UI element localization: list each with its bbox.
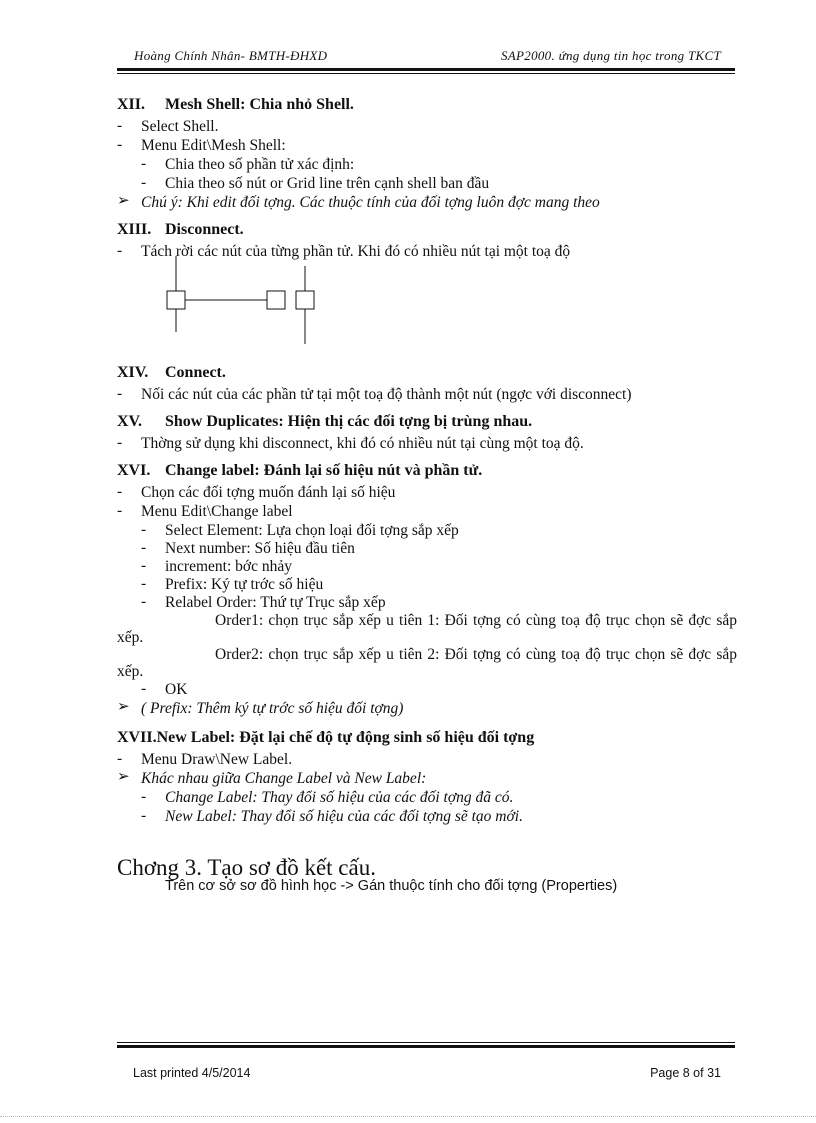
list-item: - Menu Draw\New Label.: [117, 751, 737, 768]
footer-page-number: Page 8 of 31: [650, 1066, 721, 1080]
list-item: - Chọn các đối tợng muốn đánh lại số hiệu: [117, 484, 737, 501]
section-heading-xv: XV. Show Duplicates: Hiện thị các đối tợng bị trùng nhau.: [117, 413, 533, 430]
footer-rule-thick: [117, 1045, 735, 1048]
order1-text: Order1: chọn trục sắp xếp u tiên 1: Đối tợng có cùng toạ độ trục chọn sẽ đợc sắp xếp.: [117, 612, 737, 646]
list-item: - Nối các nút của các phần tử tại một toạ độ thành một nút (ngợc với disconnect): [117, 386, 737, 403]
section-heading-xvii: XVII.New Label: Đặt lại chế độ tự động sinh số hiệu đối tợng: [117, 729, 535, 746]
disconnect-diagram: [117, 262, 737, 354]
page-content: [117, 86, 737, 895]
sub-list-item: - Chia theo số nút or Grid line trên cạnh shell ban đầu: [117, 175, 737, 192]
sub-list-item: - New Label: Thay đổi số hiệu của các đối tợng sẽ tạo mới.: [117, 808, 737, 825]
sub-list-item: - Chia theo số phần tử xác định:: [117, 156, 737, 173]
sub-list-item: - increment: bớc nhảy: [117, 558, 737, 575]
sub-list-item: - Relabel Order: Thứ tự Trục sắp xếp: [117, 594, 737, 611]
chapter-subtitle: Trên cơ sở sơ đồ hình học -> Gán thuộc tính cho đối tợng (Properties): [165, 878, 618, 894]
page-edge: [0, 1116, 816, 1117]
list-item: - Menu Edit\Change label: [117, 503, 737, 520]
header-right: SAP2000. ứng dụng tin học trong TKCT: [500, 48, 721, 63]
list-item: - Tách rời các nút của từng phần tử. Khi đó có nhiều nút tại một toạ độ: [117, 243, 737, 260]
header-left: Hoàng Chính Nhân- BMTH-ĐHXD: [134, 48, 328, 63]
sub-list-item-ok: - OK: [117, 681, 737, 698]
note-item: ➢ ( Prefix: Thêm ký tự trớc số hiệu đối tợng): [117, 700, 737, 717]
header-rule-thin: [117, 73, 735, 74]
note-item: ➢ Chú ý: Khi edit đối tợng. Các thuộc tính của đối tợng luôn đợc mang theo: [117, 194, 737, 211]
chapter-title: Chơng 3. Tạo sơ đồ kết cấu.: [117, 855, 376, 880]
sub-list-item: - Prefix: Ký tự trớc số hiệu: [117, 576, 737, 593]
list-item: - Menu Edit\Mesh Shell:: [117, 137, 737, 154]
section-heading-xvi: XVI. Change label: Đánh lại số hiệu nút và phần tử.: [117, 462, 483, 479]
list-item: - Select Shell.: [117, 118, 737, 135]
section-heading-xiv: XIV. Connect.: [117, 364, 226, 381]
order2-text: Order2: chọn trục sắp xếp u tiên 2: Đối tợng có cùng toạ độ trục chọn sẽ đợc sắp xếp.: [117, 646, 737, 680]
sub-list-item: - Next number: Số hiệu đầu tiên: [117, 540, 737, 557]
sub-list-item: - Change Label: Thay đổi số hiệu của các đối tợng đã có.: [117, 789, 737, 806]
sub-list-item: - Select Element: Lựa chọn loại đối tợng sắp xếp: [117, 522, 737, 539]
footer-rule-thin: [117, 1042, 735, 1043]
note-item: ➢ Khác nhau giữa Change Label và New Label:: [117, 770, 737, 787]
header-rule-thick: [117, 68, 735, 71]
list-item: - Thờng sử dụng khi disconnect, khi đó có nhiều nút tại cùng một toạ độ.: [117, 435, 737, 452]
section-heading-xii: XII. Mesh Shell: Chia nhỏ Shell.: [117, 96, 354, 113]
section-heading-xiii: XIII. Disconnect.: [117, 221, 244, 238]
footer-last-printed: Last printed 4/5/2014: [133, 1066, 251, 1080]
